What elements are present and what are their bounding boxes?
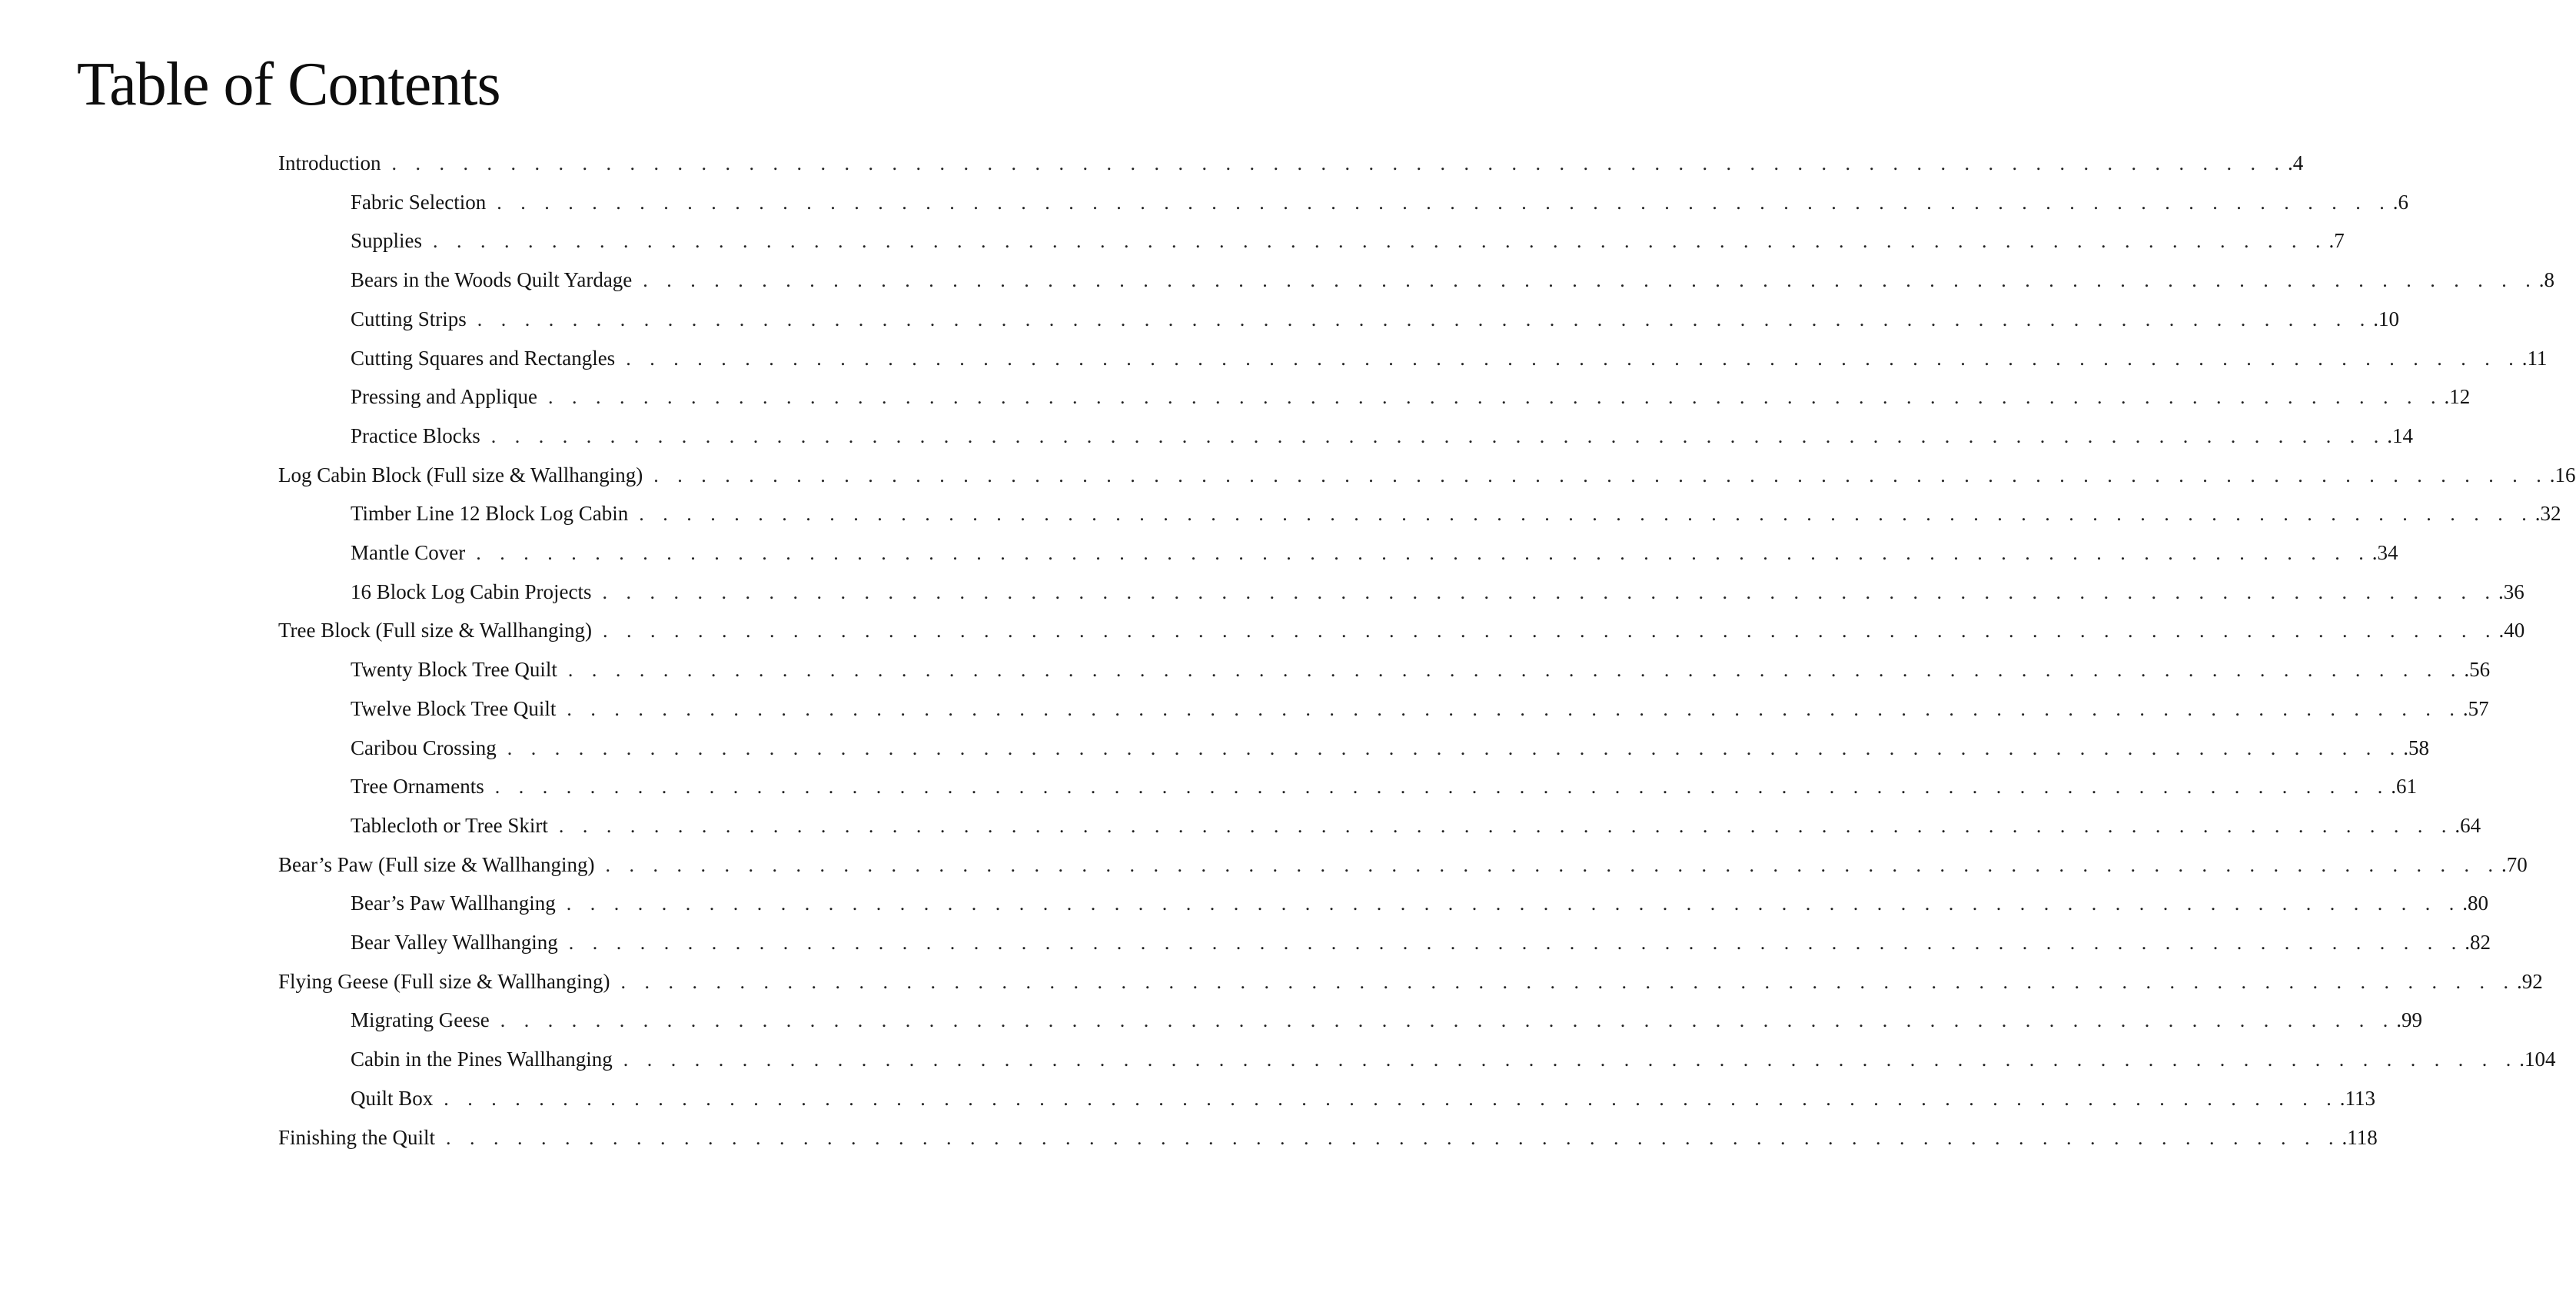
toc-entry-title: Quilt Box — [351, 1087, 434, 1110]
toc-entry — [278, 460, 2576, 490]
dot-leader: . . . . . . . . . . . . . . . . . . . . . . . . . . . . . . . . . . . . . . . . . . . . . . . . . . . . . . . . . . . . . . . . . . . . . . . . . . . . . . . . — [507, 737, 2402, 759]
toc-entry-page-number: .113 — [2339, 1087, 2376, 1110]
dot-leader: . . . . . . . . . . . . . . . . . . . . . . . . . . . . . . . . . . . . . . . . . . . . . . . . . . . . . . . . . . . . . . . . . . . . . . . . . . . . . . . . — [653, 464, 2548, 486]
dot-leader: . . . . . . . . . . . . . . . . . . . . . . . . . . . . . . . . . . . . . . . . . . . . . . . . . . . . . . . . . . . . . . . . . . . . . . . . . . . . . . . . — [626, 347, 2521, 370]
toc-entry-title: Timber Line 12 Block Log Cabin — [351, 502, 629, 525]
dot-leader: . . . . . . . . . . . . . . . . . . . . . . . . . . . . . . . . . . . . . . . . . . . . . . . . . . . . . . . . . . . . . . . . . . . . . . . . . . . . . . . . — [490, 425, 2386, 447]
toc-entry-page-number: .104 — [2519, 1048, 2556, 1071]
toc-entry — [351, 304, 2400, 334]
toc-entry — [351, 732, 2430, 763]
toc-entry-title: Tablecloth or Tree Skirt — [351, 814, 548, 837]
dot-leader: . . . . . . . . . . . . . . . . . . . . . . . . . . . . . . . . . . . . . . . . . . . . . . . . . . . . . . . . . . . . . . . . . . . . . . . . . . . . . . . . — [444, 1088, 2338, 1110]
dot-leader: . . . . . . . . . . . . . . . . . . . . . . . . . . . . . . . . . . . . . . . . . . . . . . . . . . . . . . . . . . . . . . . . . . . . . . . . . . . . . . . . — [643, 269, 2538, 291]
toc-entry-page-number: .64 — [2455, 814, 2481, 837]
toc-entry — [351, 1004, 2422, 1035]
dot-leader: . . . . . . . . . . . . . . . . . . . . . . . . . . . . . . . . . . . . . . . . . . . . . . . . . . . . . . . . . . . . . . . . . . . . . . . . . . . . . . . . — [446, 1127, 2341, 1149]
dot-leader: . . . . . . . . . . . . . . . . . . . . . . . . . . . . . . . . . . . . . . . . . . . . . . . . . . . . . . . . . . . . . . . . . . . . . . . . . . . . . . . . — [605, 854, 2501, 876]
dot-leader: . . . . . . . . . . . . . . . . . . . . . . . . . . . . . . . . . . . . . . . . . . . . . . . . . . . . . . . . . . . . . . . . . . . . . . . . . . . . . . . . — [497, 191, 2392, 214]
toc-entry-title: 16 Block Log Cabin Projects — [351, 580, 592, 603]
toc-entry-title: Twenty Block Tree Quilt — [351, 658, 557, 681]
dot-leader: . . . . . . . . . . . . . . . . . . . . . . . . . . . . . . . . . . . . . . . . . . . . . . . . . . . . . . . . . . . . . . . . . . . . . . . . . . . . . . . . — [433, 230, 2328, 252]
toc-entry-page-number: .56 — [2464, 658, 2491, 681]
toc-entry-title: Flying Geese (Full size & Wallhanging) — [278, 970, 610, 993]
toc-entry-page-number: .118 — [2342, 1126, 2378, 1149]
dot-leader: . . . . . . . . . . . . . . . . . . . . . . . . . . . . . . . . . . . . . . . . . . . . . . . . . . . . . . . . . . . . . . . . . . . . . . . . . . . . . . . . — [548, 386, 2443, 408]
toc-entry — [351, 537, 2398, 568]
toc-entry-page-number: .82 — [2465, 931, 2491, 954]
toc-entry-page-number: .58 — [2403, 736, 2430, 759]
dot-leader: . . . . . . . . . . . . . . . . . . . . . . . . . . . . . . . . . . . . . . . . . . . . . . . . . . . . . . . . . . . . . . . . . . . . . . . . . . . . . . . . — [567, 659, 2463, 681]
dot-leader: . . . . . . . . . . . . . . . . . . . . . . . . . . . . . . . . . . . . . . . . . . . . . . . . . . . . . . . . . . . . . . . . . . . . . . . . . . . . . . . . — [623, 1048, 2518, 1071]
toc-entry-page-number: .7 — [2328, 229, 2345, 252]
toc-entry-title: Finishing the Quilt — [278, 1126, 436, 1149]
dot-leader: . . . . . . . . . . . . . . . . . . . . . . . . . . . . . . . . . . . . . . . . . . . . . . . . . . . . . . . . . . . . . . . . . . . . . . . . . . . . . . . . — [602, 581, 2497, 603]
toc-entry-page-number: .10 — [2373, 307, 2400, 330]
toc-entry-page-number: .32 — [2534, 502, 2561, 525]
toc-entry-page-number: .61 — [2391, 775, 2417, 798]
toc-entry-page-number: .6 — [2392, 191, 2408, 214]
toc-entry-title: Cabin in the Pines Wallhanging — [351, 1048, 613, 1071]
toc-entry — [351, 1083, 2376, 1114]
toc-entry-page-number: .40 — [2498, 619, 2525, 642]
dot-leader: . . . . . . . . . . . . . . . . . . . . . . . . . . . . . . . . . . . . . . . . . . . . . . . . . . . . . . . . . . . . . . . . . . . . . . . . . . . . . . . . — [558, 815, 2454, 837]
toc-entry-title: Migrating Geese — [351, 1008, 490, 1031]
toc-entry-title: Mantle Cover — [351, 541, 466, 564]
dot-leader: . . . . . . . . . . . . . . . . . . . . . . . . . . . . . . . . . . . . . . . . . . . . . . . . . . . . . . . . . . . . . . . . . . . . . . . . . . . . . . . . — [476, 542, 2371, 564]
toc-entry-title: Caribou Crossing — [351, 736, 497, 759]
toc-entry-title: Pressing and Applique — [351, 385, 537, 408]
toc-entry-title: Bear Valley Wallhanging — [351, 931, 558, 954]
toc-entry — [278, 148, 2304, 178]
dot-leader: . . . . . . . . . . . . . . . . . . . . . . . . . . . . . . . . . . . . . . . . . . . . . . . . . . . . . . . . . . . . . . . . . . . . . . . . . . . . . . . . — [620, 971, 2516, 993]
toc-entry-title: Log Cabin Block (Full size & Wallhanging) — [278, 463, 643, 486]
dot-leader: . . . . . . . . . . . . . . . . . . . . . . . . . . . . . . . . . . . . . . . . . . . . . . . . . . . . . . . . . . . . . . . . . . . . . . . . . . . . . . . . — [567, 698, 2461, 720]
toc-entry-page-number: .34 — [2372, 541, 2398, 564]
toc-entry — [351, 810, 2481, 841]
toc-entry-title: Practice Blocks — [351, 424, 480, 447]
toc-entry-title: Introduction — [278, 151, 381, 174]
toc-entry-page-number: .99 — [2396, 1008, 2422, 1031]
toc-entry-title: Cutting Strips — [351, 307, 467, 330]
dot-leader: . . . . . . . . . . . . . . . . . . . . . . . . . . . . . . . . . . . . . . . . . . . . . . . . . . . . . . . . . . . . . . . . . . . . . . . . . . . . . . . . — [391, 152, 2286, 174]
toc-entry-page-number: .36 — [2498, 580, 2524, 603]
dot-leader: . . . . . . . . . . . . . . . . . . . . . . . . . . . . . . . . . . . . . . . . . . . . . . . . . . . . . . . . . . . . . . . . . . . . . . . . . . . . . . . . — [477, 308, 2372, 330]
toc-entry-page-number: .8 — [2538, 268, 2555, 291]
toc-entry — [351, 771, 2417, 802]
dot-leader: . . . . . . . . . . . . . . . . . . . . . . . . . . . . . . . . . . . . . . . . . . . . . . . . . . . . . . . . . . . . . . . . . . . . . . . . . . . . . . . . — [639, 503, 2534, 525]
toc-entry — [351, 927, 2491, 958]
toc-entry-title: Tree Ornaments — [351, 775, 484, 798]
toc-entry-title: Tree Block (Full size & Wallhanging) — [278, 619, 593, 642]
toc-entry — [351, 187, 2408, 218]
toc-entry-title: Twelve Block Tree Quilt — [351, 697, 557, 720]
dot-leader: . . . . . . . . . . . . . . . . . . . . . . . . . . . . . . . . . . . . . . . . . . . . . . . . . . . . . . . . . . . . . . . . . . . . . . . . . . . . . . . . — [603, 619, 2498, 642]
toc-entry — [351, 888, 2489, 918]
toc-entry — [351, 225, 2345, 256]
toc-entry-page-number: .12 — [2444, 385, 2471, 408]
toc-entry-page-number: .16 — [2549, 463, 2576, 486]
toc-entry-page-number: .14 — [2387, 424, 2413, 447]
toc-entry-title: Bear’s Paw (Full size & Wallhanging) — [278, 853, 595, 876]
toc-entry — [351, 498, 2561, 529]
toc-entry-page-number: .4 — [2287, 151, 2304, 174]
toc-entry — [351, 420, 2413, 451]
dot-leader: . . . . . . . . . . . . . . . . . . . . . . . . . . . . . . . . . . . . . . . . . . . . . . . . . . . . . . . . . . . . . . . . . . . . . . . . . . . . . . . . — [500, 1009, 2395, 1031]
page-title: Table of Contents — [77, 51, 500, 118]
toc-entry-title: Cutting Squares and Rectangles — [351, 347, 616, 370]
toc-entry-page-number: .80 — [2462, 892, 2489, 915]
toc-entry — [351, 576, 2524, 607]
toc-entry-title: Fabric Selection — [351, 191, 487, 214]
toc-entry — [351, 654, 2491, 685]
dot-leader: . . . . . . . . . . . . . . . . . . . . . . . . . . . . . . . . . . . . . . . . . . . . . . . . . . . . . . . . . . . . . . . . . . . . . . . . . . . . . . . . — [568, 931, 2464, 954]
toc-entry — [351, 1044, 2556, 1074]
toc-entry — [278, 615, 2525, 646]
toc-entry — [278, 1122, 2378, 1153]
toc-entry — [351, 381, 2471, 412]
dot-leader: . . . . . . . . . . . . . . . . . . . . . . . . . . . . . . . . . . . . . . . . . . . . . . . . . . . . . . . . . . . . . . . . . . . . . . . . . . . . . . . . — [566, 892, 2461, 915]
toc-entry-title: Bears in the Woods Quilt Yardage — [351, 268, 633, 291]
toc-entry — [278, 849, 2528, 880]
toc-entry — [278, 966, 2543, 997]
toc-entry — [351, 264, 2555, 295]
toc-entry — [351, 343, 2548, 374]
dot-leader: . . . . . . . . . . . . . . . . . . . . . . . . . . . . . . . . . . . . . . . . . . . . . . . . . . . . . . . . . . . . . . . . . . . . . . . . . . . . . . . . — [494, 775, 2390, 798]
toc-entry-page-number: .92 — [2517, 970, 2543, 993]
toc-entry-title: Bear’s Paw Wallhanging — [351, 892, 556, 915]
toc-entry-title: Supplies — [351, 229, 423, 252]
toc-entry — [351, 693, 2489, 724]
toc-entry-page-number: .70 — [2501, 853, 2528, 876]
toc-entry-page-number: .57 — [2462, 697, 2489, 720]
toc-entry-page-number: .11 — [2521, 347, 2548, 370]
